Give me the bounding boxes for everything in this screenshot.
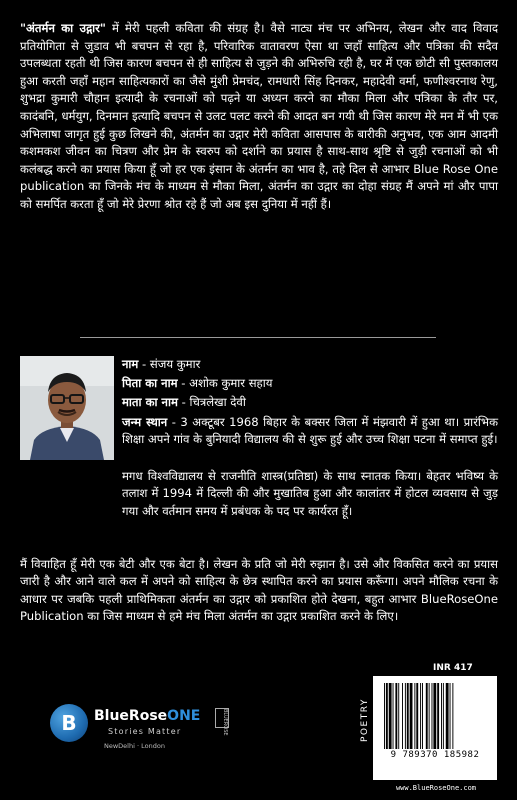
birth-text: - 3 अक्टूबर 1968 बिहार के बक्सर जिला में मंझवारी में हुआ था। प्रारंभिक शिक्षा अपने गांव के बुनियादी विद्यालय की से शुरू हुई और उच्च शिक्षा पटना में समाप्त हुई। xyxy=(122,415,498,447)
barcode-bar xyxy=(441,683,442,749)
intro-paragraph xyxy=(20,20,498,214)
barcode-bar xyxy=(433,683,436,749)
brand-name: BlueRose xyxy=(94,708,168,724)
barcode-bar xyxy=(386,683,388,749)
isbn-barcode xyxy=(382,683,488,749)
barcode-bar xyxy=(389,683,392,749)
brand-tm-badge: BLUEROSE xyxy=(215,708,229,728)
publisher-website: www.BlueRoseOne.com xyxy=(395,784,477,792)
father-label: पिता का नाम xyxy=(122,376,178,390)
intro-text: में मेरी पहली कविता की संग्रह है। वैसे नाट्य मंच पर अभिनय, लेखन और वाद विवाद प्रतियोगिता से जुडाव भी बचपन से रहा है, परिवारिक वातावरण ऐसा था जहाँ साहित्य और पत्रिका की सदैव उपलब्धता रहती थी जिस कारण बचपन से ही साहित्य से जुड़ने की अभिरुचि रही है, घर में एक छोटी सी पुस्तकालय हुआ करती जहाँ महान साहित्यकारों का जैसे मुंशी प्रेमचंद, रामधारी सिंह दिनकर, महादेवी वर्मा, फणीश्वरनाथ रेणु, शुभद्रा कुमारी चौहान इत्यादी के रचनाओं को पढ़ने या अध्यन करने का मौका मिला और पत्रिका के तौर पर, कादंबनि, धर्मयुग, दिनमान इत्यादि बचपन से उलट पलट करने की आदत बन गयी थी जिस कारण मेरे मन में भी एक अभिलाषा जागृत हुई कुछ लिखने की, अंतर्मन का उद्गार मेरी कविता आसपास के बारीकी अनुभव, एक आम आदमी कशमकश जीवन का चित्रण और प्रेम के स्वरुप को दर्शाने का प्रयास है साथ-साथ श्रृष्टि से जुड़ी रचनाओं को भी कलंबद्ध करने का प्रयास किया हूँ जो हर एक इंसान के अंतर्मन का भाव है, तहे दिल से आभार Blue Rose One publication का जिनके मंच के माध्यम से मौका मिला, अंतर्मन का उद्गार का दोहा संग्रह मैं अपने मां और पापा को समर्पित करता हूँ जो मेरे प्रेरणा श्रोत रहे हैं जो अब इस दुनिया में नहीं हैं। xyxy=(20,21,498,211)
education-paragraph xyxy=(122,468,498,520)
barcode-bar xyxy=(437,683,439,749)
barcode-bar xyxy=(422,683,423,749)
author-photo xyxy=(20,356,114,460)
barcode-bar xyxy=(405,683,406,749)
publisher-cities: NewDelhi · London xyxy=(104,742,165,750)
divider-line xyxy=(80,337,436,338)
barcode-bar xyxy=(432,683,433,749)
personal-paragraph xyxy=(20,556,498,626)
book-title: "अंतर्मन का उद्गार" xyxy=(20,21,106,35)
barcode-bar xyxy=(398,683,399,749)
mother-name-row xyxy=(122,394,246,411)
barcode-bar xyxy=(410,683,413,749)
name-label: नाम xyxy=(122,357,139,371)
father-name-row xyxy=(122,375,272,392)
barcode-bar xyxy=(446,683,449,749)
barcode-bar xyxy=(407,683,409,749)
mother-value: - चित्रलेखा देवी xyxy=(177,395,246,409)
brand-one: ONE xyxy=(167,708,201,724)
author-portrait-illustration xyxy=(20,356,114,460)
barcode-bar xyxy=(443,683,444,749)
barcode-bar xyxy=(426,683,428,749)
publisher-tagline: Stories Matter xyxy=(108,727,182,736)
barcode-bar xyxy=(384,683,385,749)
birth-label: जन्म स्थान xyxy=(122,415,168,429)
barcode-bar xyxy=(402,683,403,749)
barcode-bar xyxy=(395,683,397,749)
genre-label: POETRY xyxy=(360,698,370,742)
barcode-bar xyxy=(429,683,430,749)
barcode-bar xyxy=(414,683,415,749)
isbn-number: 9 789370 185982 xyxy=(390,750,480,760)
barcode-bar xyxy=(452,683,453,749)
father-value: - अशोक कुमार सहाय xyxy=(177,376,273,390)
mother-label: माता का नाम xyxy=(122,395,178,409)
barcode-panel xyxy=(373,676,497,780)
logo-letter: B xyxy=(61,711,77,735)
publisher-brand xyxy=(94,708,200,724)
name-value: - संजय कुमार xyxy=(138,357,201,371)
birth-paragraph xyxy=(122,414,498,449)
author-name-row xyxy=(122,356,200,373)
bluerose-logo-icon xyxy=(50,704,88,742)
publisher-logo xyxy=(50,702,240,762)
barcode-bar xyxy=(393,683,394,749)
barcode-bar xyxy=(450,683,451,749)
barcode-bar xyxy=(416,683,418,749)
barcode-bar xyxy=(420,683,421,749)
price-label: INR 417 xyxy=(433,663,473,673)
personal-text: मैं विवाहित हूँ मेरी एक बेटी और एक बेटा है। लेखन के प्रति जो मेरी रुझान है। उसे और विकसित करने का प्रयास जारी है और आने वाले कल में अपने को साहित्य के छेत्र स्थापित करने का प्रयास करूँगा। अपने मौलिक रचना के आधार पर जबकि पहली प्राथिमिकता अंतर्मन का उद्गार को प्रकाशित होते देखना, बहुत आभार BlueRoseOne Publication का जिस माध्यम से हमे मंच मिला अंतर्मन का उद्गार प्रकाशित करने के लिए। xyxy=(20,557,498,624)
education-text: मगध विश्वविद्यालय से राजनीति शास्त्र(प्रतिष्ठा) के साथ स्नातक किया। बेहतर भविष्य के तलाश में 1994 में दिल्ली की और मुखातिब हुआ और कालांतर में होटल व्यवसाय से जुड़ गया और वर्तमान समय में प्रबंधक के पद पर कार्यरत हूँ। xyxy=(122,469,498,518)
